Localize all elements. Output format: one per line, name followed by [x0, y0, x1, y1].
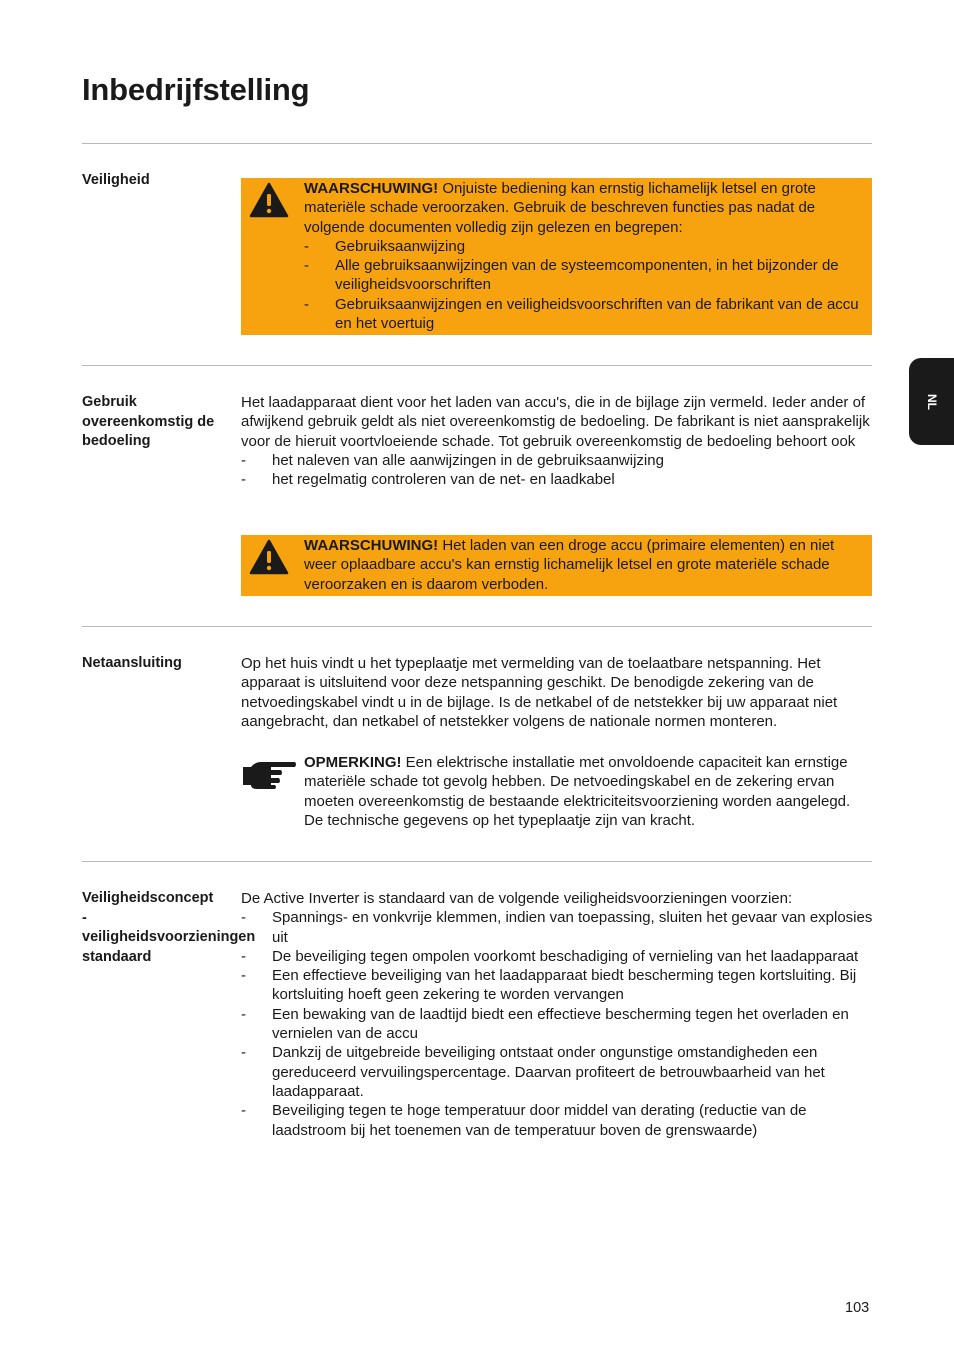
pointing-hand-icon [241, 759, 297, 791]
list-item: - het naleven van alle aanwijzingen in de gebruiksaanwijzing [241, 451, 873, 470]
page-title: Inbedrijfstelling [82, 72, 310, 107]
section-label-intended-use: Gebruik overeenkomstig de bedoeling [82, 394, 215, 449]
list-item: - Dankzij de uitgebreide beveiliging ontstaat onder ongunstige omstandigheden een gereduceerd vervuilingspercentage. Daarvan profiteert de betrouwbaarheid van het laadapparaat. [241, 1043, 873, 1101]
list-item: - Beveiliging tegen te hoge temperatuur door middel van derating (reductie van de laadstroom bij het toenemen van de temperatuur boven de grenswaarde) [241, 1101, 873, 1140]
mains-body [241, 654, 873, 731]
list-item: - Een effectieve beveiliging van het laadapparaat biedt bescherming tegen kortsluiting. Bij kortsluiting hoeft geen zekering te worden vervangen [241, 966, 873, 1005]
warning-box-safety [241, 178, 872, 335]
warning-triangle-icon [249, 182, 289, 218]
warning-box-intended-use [241, 535, 872, 596]
section-label-safety-concept: Veiligheidsconcept - veiligheidsvoorzieningen standaard [82, 890, 256, 965]
safety-concept-body [241, 889, 873, 1140]
note-text: Een elektrische installatie met onvoldoende capaciteit kan ernstige materiële schade tot gevolg hebben. De netvoedingskabel en de zekering ervan moeten overeenkomstig de bestaande elektriciteitsvoorziening worden aangelegd. De technische gegevens op het typeplaatje zijn van kracht. [304, 754, 851, 829]
warning-keyword: WAARSCHUWING! [304, 537, 439, 554]
section-divider [82, 626, 872, 627]
language-tab-label: NL [924, 393, 939, 410]
list-item: - Gebruiksaanwijzingen en veiligheidsvoorschriften van de fabrikant van de accu en het voertuig [304, 295, 870, 334]
paragraph: Op het huis vindt u het typeplaatje met vermelding van de toelaatbare netspanning. Het apparaat is uitsluitend voor deze netspanning geschikt. De benodigde zekering van de netvoedingskabel vindt u in de bijlage. Is de netkabel of de netstekker bij uw apparaat niet aangebracht, dan netkabel of netstekker volgens de nationale normen monteren. [241, 655, 838, 730]
warning-text: Onjuiste bediening kan ernstig lichamelijk letsel en grote materiële schade veroorzaken. Gebruik de beschreven functies pas nadat de volgende documenten volledig zijn gelezen en begrepen: [304, 180, 816, 236]
note-box-mains [241, 753, 872, 830]
list-item: - De beveiliging tegen ompolen voorkomt beschadiging of vernieling van het laadapparaat [241, 947, 873, 966]
list-item: - het regelmatig controleren van de net- en laadkabel [241, 470, 873, 489]
warning-triangle-icon [249, 539, 289, 575]
warning-keyword: WAARSCHUWING! [304, 180, 439, 197]
section-label-mains: Netaansluiting [82, 655, 182, 671]
section-label-safety: Veiligheid [82, 172, 150, 188]
list-item: - Gebruiksaanwijzing [304, 237, 870, 256]
section-divider [82, 861, 872, 862]
paragraph: Het laadapparaat dient voor het laden van accu's, die in de bijlage zijn vermeld. Ieder ander of afwijkend gebruik geldt als niet overeenkomstig de bedoeling. De fabrikant is niet aansprakelijk voor de hieruit voortvloeiende schade. Tot gebruik overeenkomstig de bedoeling behoort ook [241, 394, 870, 450]
intended-use-body [241, 393, 873, 489]
list-item: - Spannings- en vonkvrije klemmen, indien van toepassing, sluiten het gevaar van explosies uit [241, 908, 873, 947]
warning-text: Het laden van een droge accu (primaire elementen) en niet weer oplaadbare accu's kan ernstig lichamelijk letsel en grote materiële schade veroorzaken en is daarom verboden. [304, 537, 835, 593]
list-item: - Alle gebruiksaanwijzingen van de systeemcomponenten, in het bijzonder de veiligheidsvoorschriften [304, 256, 870, 295]
page-number: 103 [845, 1300, 870, 1316]
language-tab [909, 358, 954, 445]
note-keyword: OPMERKING! [304, 754, 402, 771]
section-divider [82, 143, 872, 144]
section-divider [82, 365, 872, 366]
paragraph: De Active Inverter is standaard van de volgende veiligheidsvoorzieningen voorzien: [241, 890, 793, 907]
list-item: - Een bewaking van de laadtijd biedt een effectieve bescherming tegen het overladen en vernielen van de accu [241, 1005, 873, 1044]
